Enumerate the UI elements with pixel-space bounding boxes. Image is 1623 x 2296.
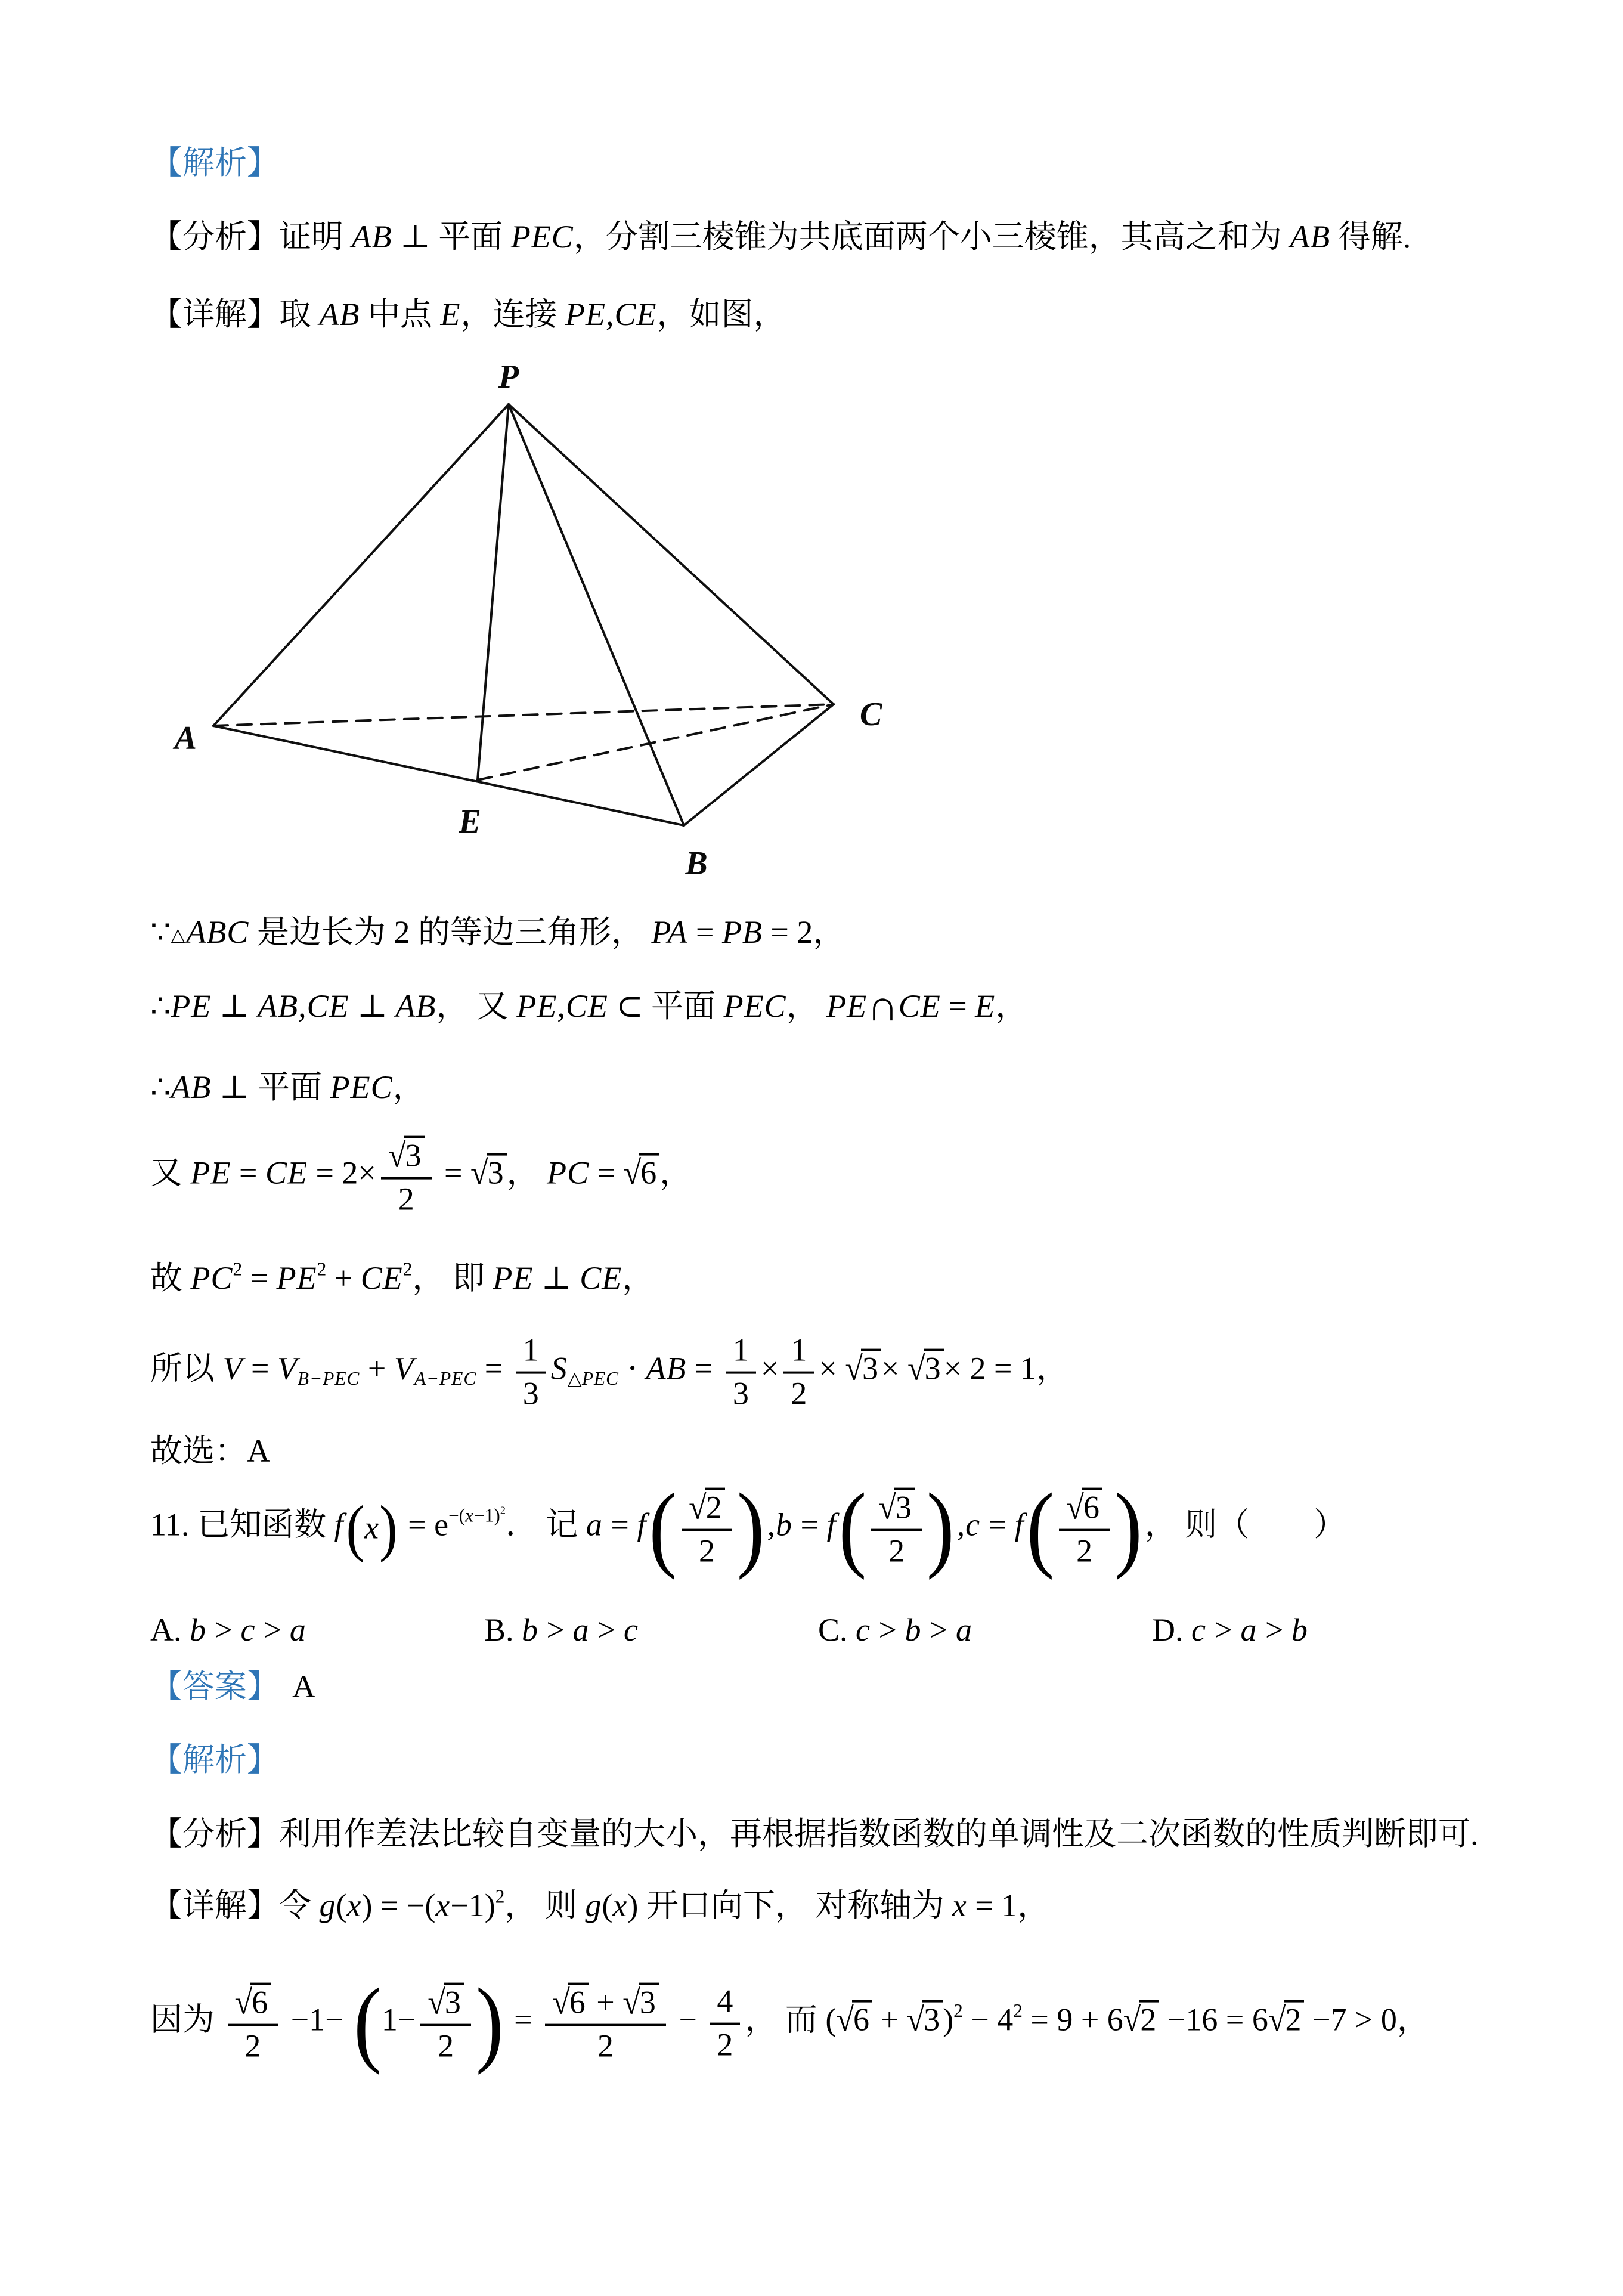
fenxi-line-2: 【分析】利用作差法比较自变量的大小，再根据指数函数的单调性及二次函数的性质判断即可. [150,1816,1479,1852]
option-a: A. b > c > a [150,1612,306,1648]
proof-line-3: ∴AB ⊥ 平面 PEC， [150,1069,425,1105]
options-row [150,1611,1498,1648]
option-b: B. b > a > c [484,1612,639,1648]
vertex-label-E: E [459,803,481,840]
proof-line-4: 又 PE = CE = 2× $\frac{√3}{2}$ = √3， PC = √6， [150,1136,692,1217]
edge-PC [509,404,834,704]
daan-value: A [292,1669,315,1704]
vertex-label-P: P [498,358,519,395]
edge-BC [684,704,834,825]
vertex-label-C: C [860,696,882,733]
jiexi-label-text: 【解析】 [150,145,279,181]
option-d: D. c > a > b [1152,1612,1308,1648]
edge-AC-dashed [213,704,834,726]
edge-PE [478,404,509,780]
daan-label-text: 【答案】 [150,1669,279,1704]
vertex-label-B: B [685,845,708,882]
jiexi-label-1 [150,142,279,184]
jiexi-label-2 [150,1739,279,1781]
edge-PA [213,404,509,726]
proof-line-5: 故 $PC^2 = PE^2 + CE^2$， 即 PE ⊥ CE， [150,1258,655,1296]
proof-line-6: 所以 V = VB−PEC + VA−PEC = $\frac{1}{3}$ S△PEC ⋅ AB = $\frac{1}{3}$ × $\frac{1}{2}$ × √3× √3× 2 = 1， [150,1332,1068,1412]
because-line: 因为 $\frac{√6}{2}$ −1− ( 1− $\frac{√3}{2}$ ) = $\frac{√6 + √3}{2}$ − $\frac{4}{2}$ ， 而 $(√6 + √3)^2 - 4^2 = 9 + 6√2 -16 = 6√2 -7 > 0$， [150,1969,1429,2076]
xiangjie-line-1: 【详解】取 AB 中点 E，连接 PE,CE，如图， [150,296,786,332]
daan-line [150,1666,315,1708]
fenxi-line-1: 【分析】证明 AB ⊥ 平面 PEC，分割三棱锥为共底面两个小三棱锥，其高之和为 AB 得解. [150,219,1411,255]
question-11-stem: 11. 已知函数 f ( x ) = $e^{-(x-1)^2}$． 记 a = f ( $\frac{√2}{2}$ ) ,b = f ( $\frac{√3}{2}$ ) ,c = f ( $\frac{√6}{2}$ ) ， 则（ ） [150,1474,1346,1581]
proof-line-2: ∴PE ⊥ AB,CE ⊥ AB， 又 PE,CE ⊂ 平面 PEC， PE∩CE = E， [150,981,1028,1030]
proof-line-1: ∵△ABC 是边长为 2 的等边三角形， PA = PB = 2， [150,914,845,950]
tetrahedron-figure [137,357,930,893]
edge-AB [213,726,684,825]
option-c: C. c > b > a [818,1612,972,1648]
vertex-label-A: A [174,720,197,757]
jiexi-label-text-2: 【解析】 [150,1742,279,1778]
choose-answer-line: 故选：A [150,1433,270,1469]
edge-PB [509,404,684,825]
xiangjie-line-2: 【详解】令 $g(x) = -(x-1)^2$， 则 g(x) 开口向下， 对称轴为 x = 1， [150,1886,1050,1923]
